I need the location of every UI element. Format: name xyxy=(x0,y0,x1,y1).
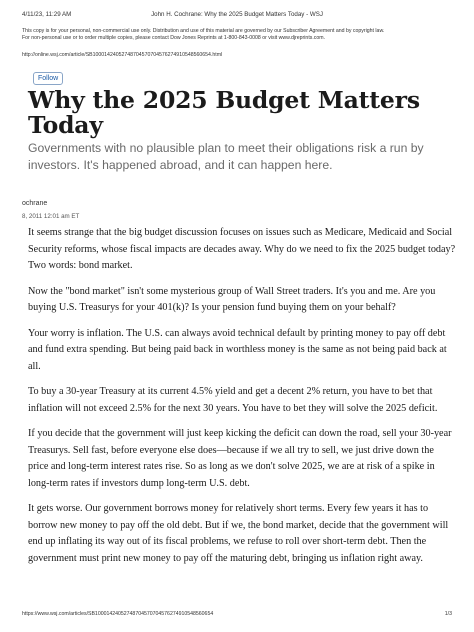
source-url[interactable]: http://online.wsj.com/article/SB10001424052748704570704576274910548560654.html xyxy=(22,52,223,58)
print-datetime: 4/11/23, 11:29 AM xyxy=(22,11,72,18)
footer-url[interactable]: https://www.wsj.com/articles/SB10001424052748704570704576274910548560654 xyxy=(22,611,214,617)
print-doc-title: John H. Cochrane: Why the 2025 Budget Matters Today - WSJ xyxy=(151,11,323,18)
print-header xyxy=(22,11,452,20)
publish-date: 8, 2011 12:01 am ET xyxy=(22,213,80,220)
notice-line-1: This copy is for your personal, non-commercial use only. Distribution and use of this material are governed by our Subscriber Agreement and by copyright law. xyxy=(22,28,385,34)
author-byline[interactable]: ochrane xyxy=(22,200,48,207)
body-paragraph: It seems strange that the big budget discussion focuses on issues such as Medicare, Medicaid and Social Security reforms, whose fiscal impacts are decades away. Why do we need to fix the 2025 budget today? Two words: bond market. xyxy=(28,227,456,271)
print-footer xyxy=(22,611,452,619)
body-paragraph: Your worry is inflation. The U.S. can always avoid technical default by printing money to pay off debt and fund extra spending. But being paid back in worthless money is the same as not being paid back at all. xyxy=(28,327,447,372)
body-paragraph: If you decide that the government will just keep kicking the deficit can down the road, sell your 30-year Treasurys. Sell fast, before everyone else does—because if we all try to sell, we just drive down the price and long-term interest rates rise. So as long as we don't solve 2025, we are at risk of a spike in long-term rates if investors dump long-term U.S. debt. xyxy=(28,428,452,489)
article-subtitle: Governments with no plausible plan to meet their obligations risk a run by investors. It's happened abroad, and it can happen here. xyxy=(28,141,424,172)
body-paragraph: It gets worse. Our government borrows money for relatively short terms. Every few years it has to borrow new money to pay off the old debt. But if we, the bond market, decide that the government will end up inflating its way out of its fiscal problems, we refuse to roll over short-term debt. Then the government must print new money to pay off the maturing debt, bringing us inflation right away. xyxy=(28,503,449,564)
article-body xyxy=(28,225,456,576)
body-paragraph: To buy a 30-year Treasury at its current 4.5% yield and get a decent 2% return, you have to bet that inflation will not exceed 2.5% for the next 30 years. You have to bet they will solve the 2025 deficit. xyxy=(28,386,438,414)
notice-line-2: For non-personal use or to order multiple copies, please contact Dow Jones Reprints at 1-800-843-0008 or visit www.djreprints.com. xyxy=(22,35,326,41)
page-number: 1/3 xyxy=(444,611,452,617)
copyright-notice xyxy=(22,28,452,42)
follow-button[interactable]: Follow xyxy=(33,72,63,85)
body-paragraph: Now the "bond market" isn't some mysterious group of Wall Street traders. It's you and me. Are you buying U.S. Treasurys for your 401(k)? Is your pension fund buying them on your behalf? xyxy=(28,285,436,313)
article-title: Why the 2025 Budget Matters Today xyxy=(28,86,420,139)
